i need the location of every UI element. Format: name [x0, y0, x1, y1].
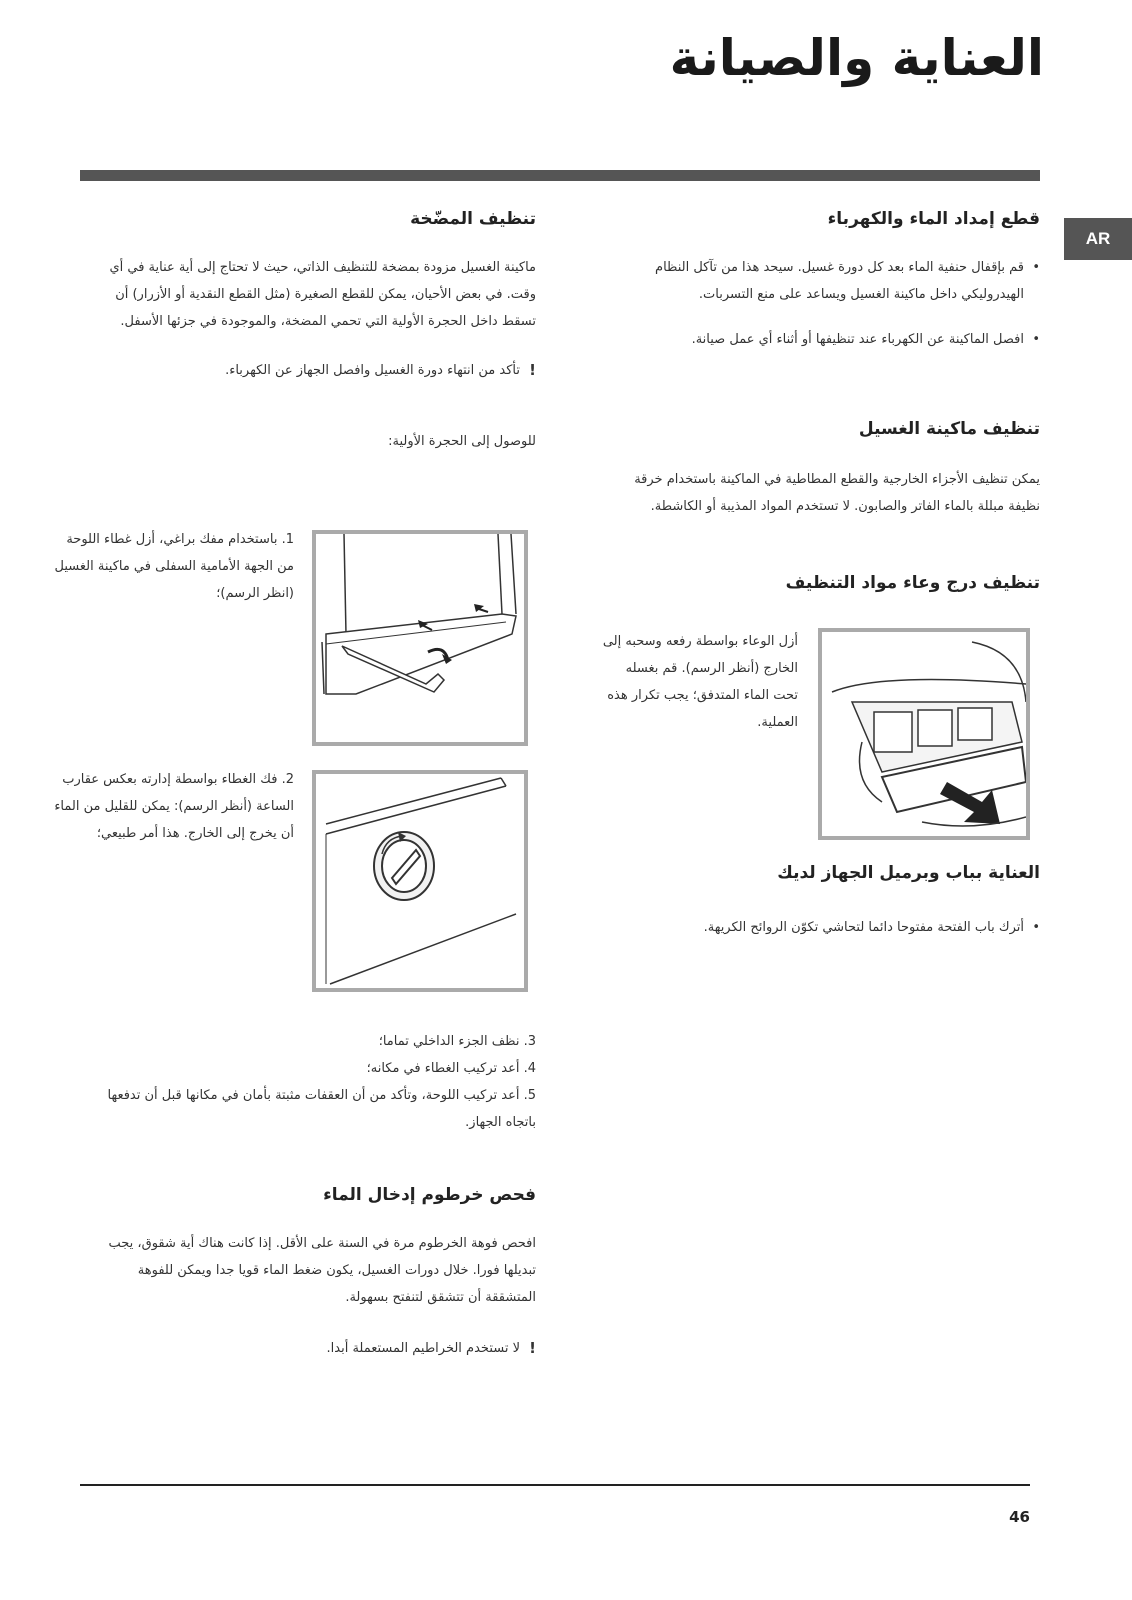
- cleaning-heading: تنظيف ماكينة الغسيل: [858, 419, 1040, 439]
- step-1-wrap: [54, 526, 294, 607]
- hose-warning-text: لا تستخدم الخراطيم المستعملة أبدا.: [326, 1341, 520, 1357]
- step-2-wrap: [54, 766, 294, 847]
- panel-drawing: [316, 534, 524, 742]
- section-pump: [86, 208, 536, 455]
- power-list: [600, 254, 1040, 353]
- power-item: • قم بإقفال حنفية الماء بعد كل دورة غسيل. سيحد هذا من تآكل النظام الهيدروليكي داخل ماكينة الغسيل ويساعد على منع التسربات.: [600, 254, 1040, 308]
- hose-heading: فحص خرطوم إدخال الماء: [323, 1185, 536, 1205]
- drawer-drawing: [822, 632, 1026, 836]
- footer-rule: [80, 1484, 1030, 1486]
- section-drawer: [600, 572, 1040, 594]
- pump-warning-text: تأكد من انتهاء دورة الغسيل وافصل الجهاز عن الكهرباء.: [225, 363, 520, 379]
- door-heading: العناية بباب وبرميل الجهاز لديك: [777, 863, 1040, 883]
- panel-illustration: [312, 530, 528, 746]
- pump-step-4: 4. أعد تركيب الغطاء في مكانه؛: [366, 1061, 536, 1076]
- pump-steps-rest: [86, 1028, 536, 1136]
- page-number: 46: [1009, 1508, 1030, 1526]
- language-tab: AR: [1064, 218, 1132, 260]
- drawer-text: أزل الوعاء بواسطة رفعه وسحبه إلى الخارج (أنظر الرسم). قم بغسله تحت الماء المتدفق؛ يجب تكرار هذه العملية.: [602, 634, 798, 730]
- pump-step-5: 5. أعد تركيب اللوحة، وتأكد من أن العقفات مثبتة بأمان في مكانها قبل أن تدفعها باتجاه الجهاز.: [107, 1088, 536, 1130]
- pump-step-2: 2. فك الغطاء بواسطة إدارته بعكس عقارب الساعة (أنظر الرسم): يمكن للقليل من الماء أن يخرج إلى الخارج. هذا أمر طبيعي؛: [54, 772, 294, 841]
- exclamation-icon: !: [529, 1339, 536, 1358]
- cover-illustration: [312, 770, 528, 992]
- section-cleaning: [600, 418, 1040, 520]
- door-list: [600, 914, 1040, 941]
- power-heading: قطع إمداد الماء والكهرباء: [827, 209, 1040, 229]
- section-power: [600, 208, 1040, 353]
- exclamation-icon: !: [529, 361, 536, 380]
- cleaning-text: يمكن تنظيف الأجزاء الخارجية والقطع المطاطية في الماكينة باستخدام خرقة نظيفة مبللة بالماء الفاتر والصابون. لا تستخدم المواد المذيبة أو الكاشطة.: [634, 472, 1040, 515]
- pump-step-1: 1. باستخدام مفك براغي، أزل غطاء اللوحة من الجهة الأمامية السفلى في ماكينة الغسيل (انظر الرسم)؛: [54, 532, 294, 601]
- pump-heading: تنظيف المضّخة: [410, 209, 536, 229]
- page-title: العناية والصيانة: [669, 29, 1044, 87]
- pump-text: ماكينة الغسيل مزودة بمضخة للتنظيف الذاتي، حيث لا تحتاج إلى أية عناية في أي وقت. في بعض الأحيان، يمكن للقطع الصغيرة (مثل القطع النقدية أو الأزرار) أن تسقط داخل الحجرة الأولية التي تحمي المضخة، والموجودة في جزئها الأسفل.: [109, 260, 536, 330]
- drawer-heading: تنظيف درج وعاء مواد التنظيف: [785, 573, 1040, 593]
- pump-warning: [86, 357, 536, 384]
- pump-access: للوصول إلى الحجرة الأولية:: [388, 434, 536, 450]
- door-item: • أترك باب الفتحة مفتوحا دائما لتحاشي تكوّن الروائح الكريهة.: [600, 914, 1040, 941]
- header-rule: [80, 170, 1040, 181]
- drawer-illustration: [818, 628, 1030, 840]
- section-hose: [86, 1184, 536, 1362]
- section-door: [600, 862, 1040, 941]
- cover-drawing: [316, 774, 524, 988]
- hose-warning: [86, 1335, 536, 1362]
- hose-text: افحص فوهة الخرطوم مرة في السنة على الأقل. إذا كانت هناك أية شقوق، يجب تبديلها فورا. خلال دورات الغسيل، يكون ضغط الماء قويا جدا ويمكن للفوهة المتشققة أن تتشقق لتنفتح بسهولة.: [108, 1236, 536, 1306]
- power-item: • افصل الماكينة عن الكهرباء عند تنظيفها أو أثناء أي عمل صيانة.: [600, 326, 1040, 353]
- drawer-text-wrap: [598, 628, 798, 736]
- pump-step-3: 3. نظف الجزء الداخلي تماما؛: [378, 1034, 536, 1049]
